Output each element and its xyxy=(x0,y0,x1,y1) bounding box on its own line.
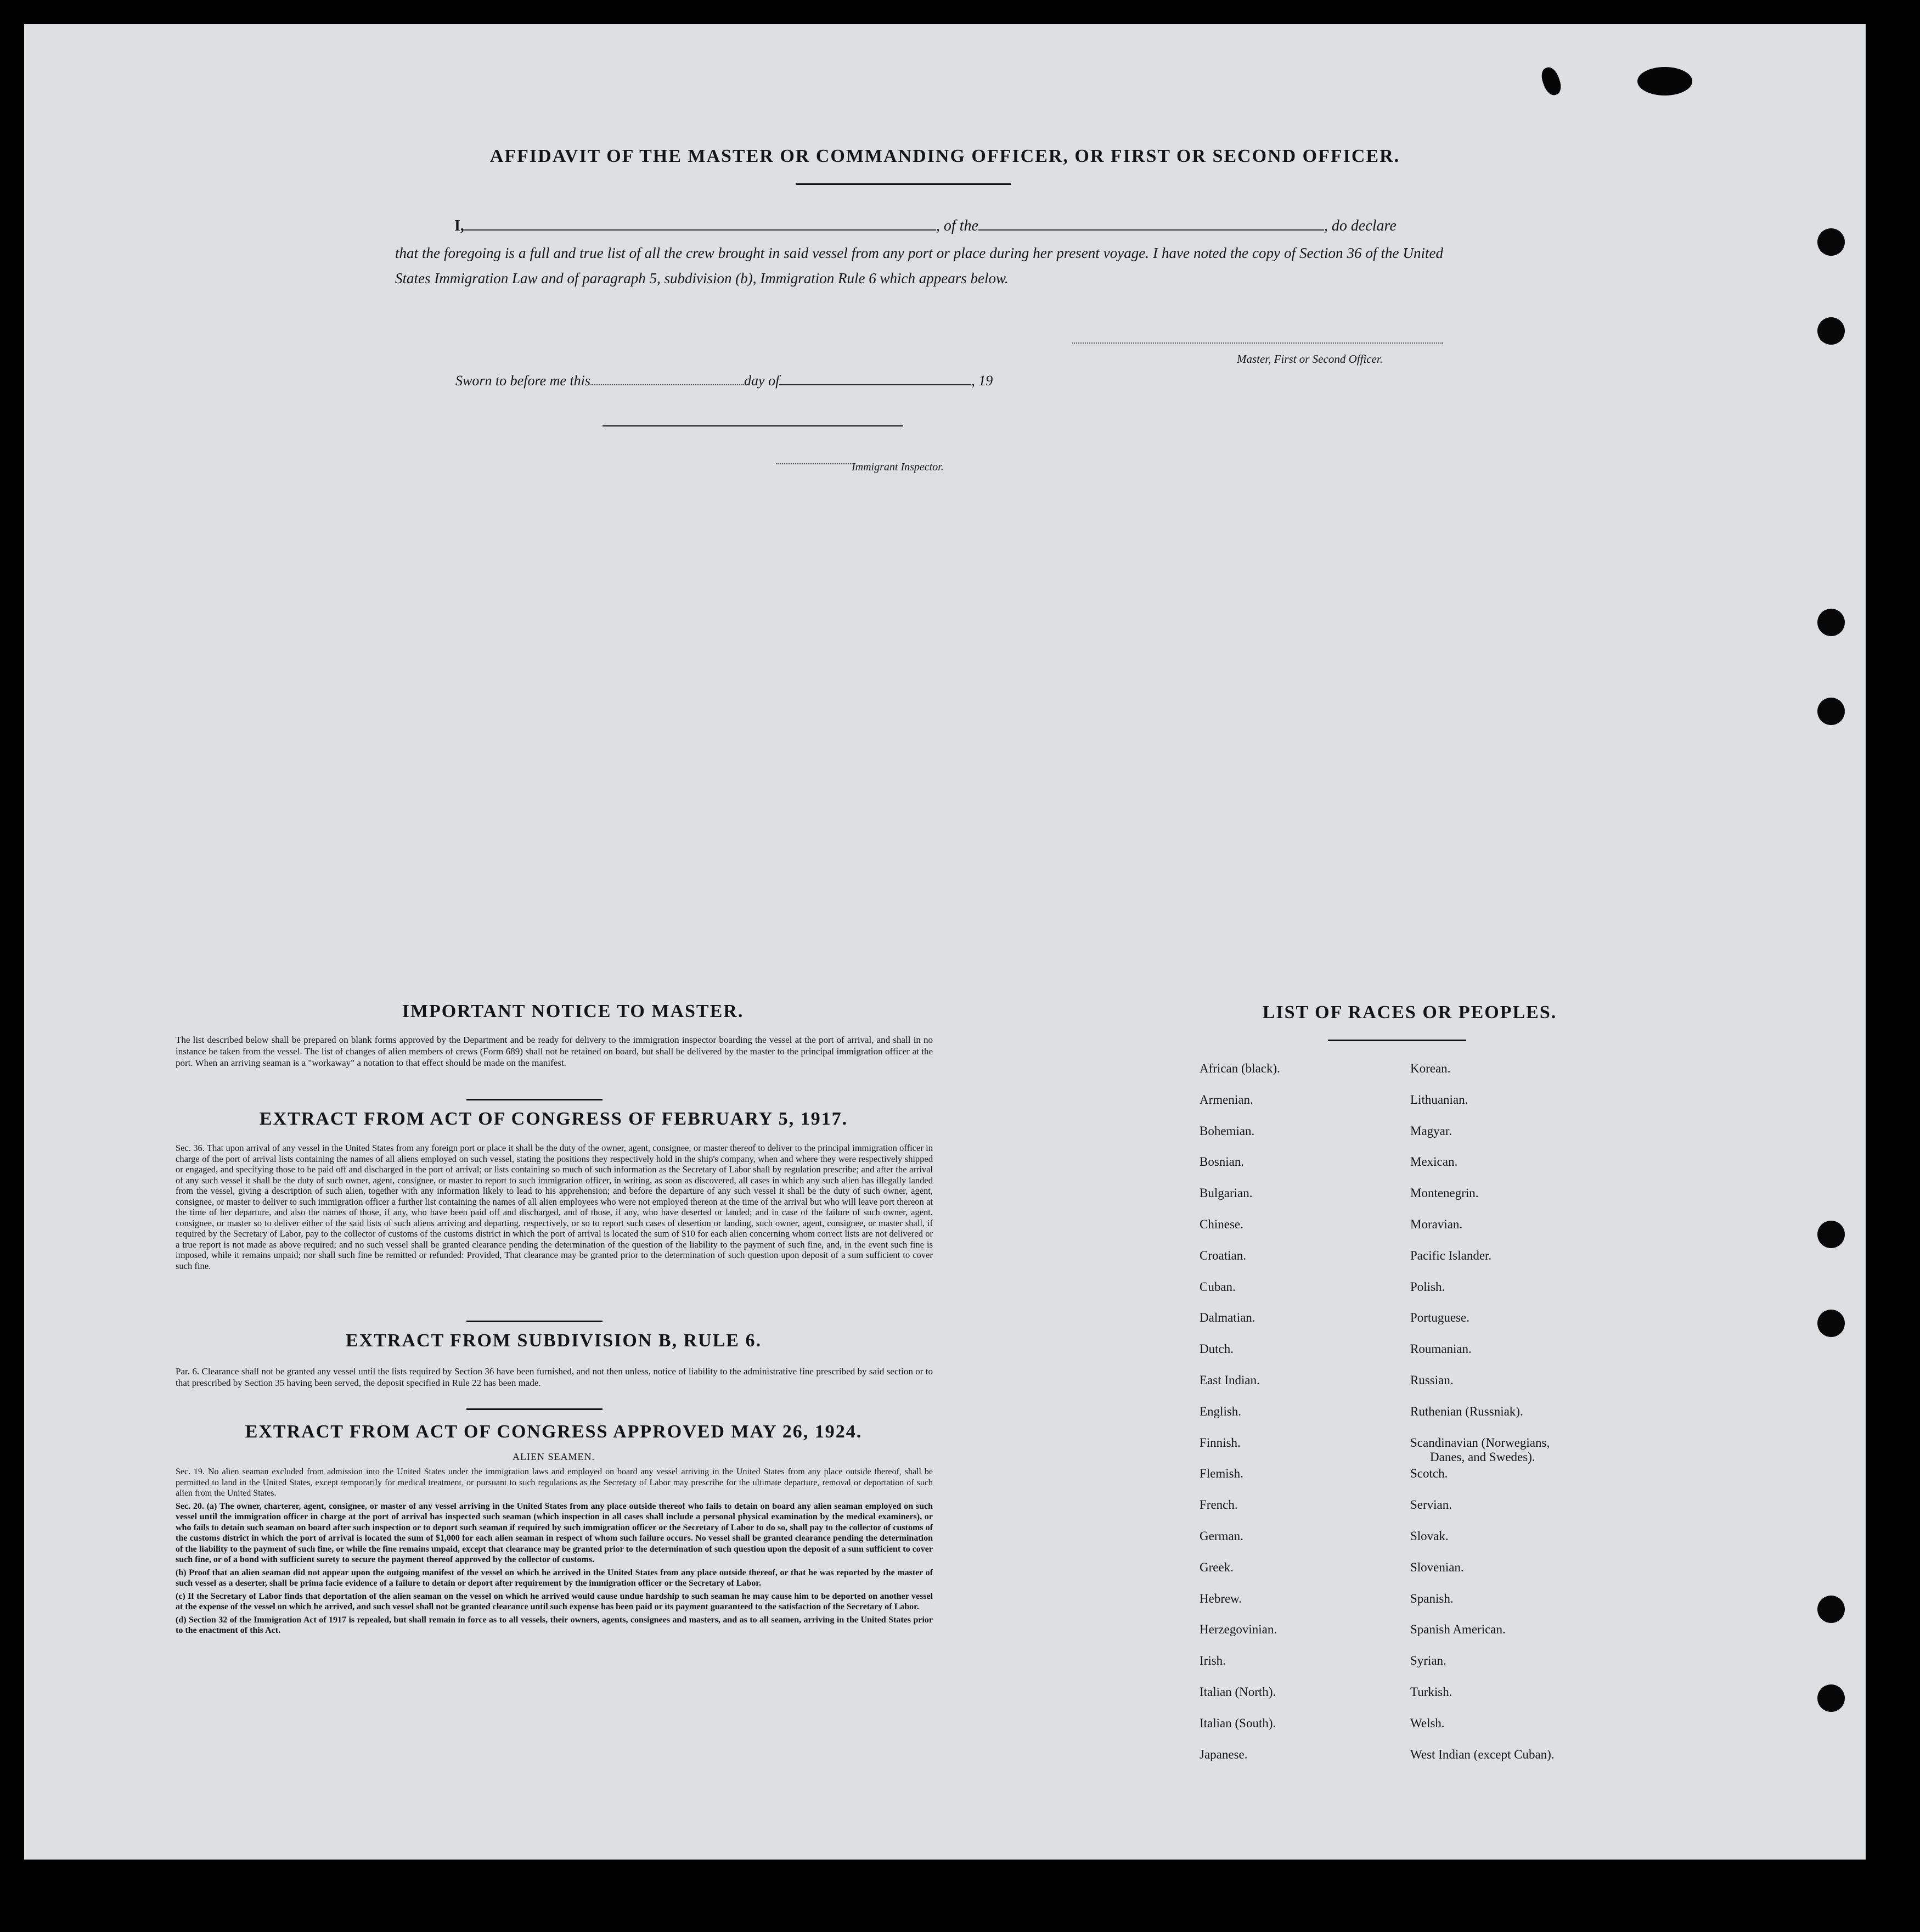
sec-20a-text: Sec. 20. (a) The owner, charterer, agent, consignee, or master of any vessel arriving in the United States from any place outside thereof who fails to detain on board any alien seaman employed on such vessel until the immigration officer in charge at the port of arrival has inspected such seaman (which inspection in all cases shall include a personal physical examination by the medical examiners), or who fails to detain such seaman on board after such inspection or to deport such seaman if required by such immigration officer or the Secretary of Labor to do so, shall pay to the collector of customs of the customs district in which the port of arrival is located the sum of $1,000 for each alien seaman in respect of whom such failure occurs. No vessel shall be granted clearance pending the determination of the liability to the payment of such fine, or while the fine remains unpaid, except that clearance may be granted prior to the determination of such question upon the deposit of a sum sufficient to cover such fine, or of a bond with sufficient surety to secure the payment thereof approved by the collector of customs. xyxy=(176,1501,933,1564)
race-item: Chinese. xyxy=(1200,1217,1243,1231)
notice-title: IMPORTANT NOTICE TO MASTER. xyxy=(402,1001,744,1021)
extract-1917-title: EXTRACT FROM ACT OF CONGRESS OF FEBRUARY 5, 1917. xyxy=(259,1109,848,1129)
race-item: Turkish. xyxy=(1410,1685,1452,1699)
race-item: Cuban. xyxy=(1200,1279,1236,1294)
sec-20d-text: (d) Section 32 of the Immigration Act of 1917 is repealed, but shall remain in force as to all vessels, their owners, agents, consignees and masters, and as to all seamen, arriving in the United States prior to the enactment of this Act. xyxy=(176,1615,933,1635)
sec-20c-text: (c) If the Secretary of Labor finds that deportation of the alien seaman on the vessel on which he arrived would cause undue hardship to such seaman he may cause him to be deported on another vessel at the expense of the vessel on which he arrived, and such vessel shall not be granted clearance until such expense has been paid or its payment guaranteed to the satisfaction of the Secretary of Labor. xyxy=(176,1591,933,1611)
race-item: Finnish. xyxy=(1200,1435,1241,1450)
race-item: Dalmatian. xyxy=(1200,1311,1255,1325)
races-list xyxy=(24,24,1866,1860)
race-item: Hebrew. xyxy=(1200,1591,1242,1605)
race-item: Scandinavian (Norwegians, xyxy=(1410,1435,1550,1450)
year-text: , 19 xyxy=(971,373,993,389)
extract-1924-title: EXTRACT FROM ACT OF CONGRESS APPROVED MAY 26, 1924. xyxy=(245,1422,863,1442)
notice-text: The list described below shall be prepared on blank forms approved by the Department and be ready for delivery to the immigration inspector boarding the vessel at the port of arrival, and shall in no instance be taken from the vessel. The list of changes of alien members of crews (Form 689) shall not be retained on board, but shall be delivered by the master to the principal immigration officer at the port. When an arriving seaman is a "workaway" a notation to that effect should be made on the manifest. xyxy=(176,1035,933,1068)
declaration-paragraph: that the foregoing is a full and true list of all the crew brought in said vessel from any port or place during her present voyage. I have noted the copy of Section 36 of the United States Immigration Law and of paragraph 5, subdivision (b), Immigration Rule 6 which appears below. xyxy=(395,245,1443,287)
sec-20b-text: (b) Proof that an alien seaman did not appear upon the outgoing manifest of the vessel on which he arrived in the United States from any place outside thereof, or that he was reported by the master of such vessel as a deserter, shall be prima facie evidence of a failure to detain or deport after requirement by the immigration officer or the Secretary of Labor. xyxy=(176,1568,933,1588)
race-item: Pacific Islander. xyxy=(1410,1248,1492,1262)
race-item: Armenian. xyxy=(1200,1092,1253,1107)
race-item: Ruthenian (Russniak). xyxy=(1410,1404,1523,1418)
races-title: LIST OF RACES OR PEOPLES. xyxy=(1262,1002,1557,1023)
affidavit-title: AFFIDAVIT OF THE MASTER OR COMMANDING OFFICER, OR FIRST OR SECOND OFFICER. xyxy=(489,146,1400,166)
sworn-text: Sworn to before me this xyxy=(455,373,591,389)
race-item: Korean. xyxy=(1410,1062,1451,1075)
race-item: Italian (South). xyxy=(1200,1716,1276,1730)
document-page xyxy=(24,24,1866,1860)
race-item: Croatian. xyxy=(1200,1248,1246,1262)
race-item: Russian. xyxy=(1410,1373,1454,1387)
race-item: Bulgarian. xyxy=(1200,1186,1253,1200)
race-item: East Indian. xyxy=(1200,1373,1260,1387)
declarant-label: I, xyxy=(454,217,464,234)
inspector-caption: Immigrant Inspector. xyxy=(852,461,944,473)
race-item: Slovak. xyxy=(1410,1529,1449,1543)
race-item: Spanish. xyxy=(1410,1591,1454,1605)
extract-1924-subtitle: ALIEN SEAMEN. xyxy=(513,1451,595,1462)
extract-rule6-title: EXTRACT FROM SUBDIVISION B, RULE 6. xyxy=(346,1330,762,1351)
race-item: Mexican. xyxy=(1410,1155,1458,1169)
race-item: Italian (North). xyxy=(1200,1685,1276,1699)
race-item: Irish. xyxy=(1200,1654,1226,1668)
race-item: Bohemian. xyxy=(1200,1124,1255,1138)
vessel-label: , of the xyxy=(936,217,978,234)
race-item: Moravian. xyxy=(1410,1217,1463,1231)
race-item: Servian. xyxy=(1410,1498,1452,1512)
race-item: French. xyxy=(1200,1498,1238,1512)
extract-rule6-text: Par. 6. Clearance shall not be granted any vessel until the lists required by Section 36 have been furnished, and not then unless, notice of liability to the administrative fine prescribed by said section or to that prescribed by Section 35 having been served, the deposit specified in Rule 22 has been made. xyxy=(176,1366,933,1388)
race-item: African (black). xyxy=(1200,1062,1280,1075)
race-item: Slovenian. xyxy=(1410,1560,1464,1574)
race-item: Welsh. xyxy=(1410,1716,1445,1730)
signature-caption: Master, First or Second Officer. xyxy=(1237,352,1383,366)
race-item: Herzegovinian. xyxy=(1200,1622,1277,1637)
race-item: West Indian (except Cuban). xyxy=(1410,1747,1555,1761)
race-item: Montenegrin. xyxy=(1410,1186,1479,1200)
race-item: Syrian. xyxy=(1410,1654,1446,1668)
race-item: Scotch. xyxy=(1410,1467,1448,1481)
race-item-continuation: Danes, and Swedes). xyxy=(1430,1450,1535,1464)
declare-text: , do declare xyxy=(1324,217,1397,234)
race-item: Polish. xyxy=(1410,1279,1445,1294)
day-of-text: day of xyxy=(744,373,780,389)
race-item: Roumanian. xyxy=(1410,1342,1472,1356)
extract-1917-text: Sec. 36. That upon arrival of any vessel in the United States from any foreign port or place it shall be the duty of the owner, agent, consignee, or master thereof to deliver to the principal immigration officer in charge of the port of arrival lists containing the names of all aliens employed on such vessel, stating the positions they respectively hold in the ship's company, when and where they were respectively shipped or engaged, and specifying those to be paid off and discharged in the port of arrival; or lists containing so much of such information as the Secretary of Labor shall by regulation prescribe; and after the arrival of any such vessel it shall be the duty of such owner, agent, consignee, or master to report to such immigration officer, in writing, as soon as discovered, all cases in which any such alien has illegally landed from the vessel, giving a description of such alien, together with any information likely to lead to his apprehension; and before the departure of any such vessel it shall be the duty of such owner, agent, consignee, or master to deliver to such immigration officer a further list containing the names of all alien employees who were not employed thereon at the time of the arrival but who will leave port thereon at the time of her departure, and also the names of those, if any, who have been paid off and discharged, and of those, if any, who have deserted or landed; and in case of the failure of such owner, agent, consignee, or master so to deliver either of the said lists of such aliens arriving and departing, respectively, or so to report such cases of desertion or landing, such owner, agent, consignee, or master shall, if required by the Secretary of Labor, pay to the collector of customs of the customs district in which the port of arrival is located the sum of $10 for each alien concerning whom correct lists are not delivered or a true report is not made as above required; and no such vessel shall be granted clearance pending the determination of the question of the liability to the payment of such fine, and, in the event such fine is imposed, while it remains unpaid; nor shall such fine be remitted or refunded: Provided, That clearance may be granted prior to the determination of such question upon deposit of a sum sufficient to cover such fine. xyxy=(176,1143,933,1271)
race-item: Dutch. xyxy=(1200,1342,1234,1356)
race-item: Bosnian. xyxy=(1200,1155,1245,1169)
race-item: English. xyxy=(1200,1404,1242,1418)
sec-19-text: Sec. 19. No alien seaman excluded from admission into the United States under the immigration laws and employed on board any vessel arriving in the United States from any place outside thereof, shall be permitted to land in the United States, except temporarily for medical treatment, or pursuant to such regulations as the Secretary of Labor may prescribe for the ultimate departure, removal or deportation of such alien from the United States. xyxy=(176,1467,933,1498)
race-item: Lithuanian. xyxy=(1410,1092,1468,1107)
race-item: Japanese. xyxy=(1200,1747,1248,1761)
race-item: Flemish. xyxy=(1200,1467,1243,1481)
race-item: Portuguese. xyxy=(1410,1311,1469,1325)
race-item: German. xyxy=(1200,1529,1243,1543)
race-item: Greek. xyxy=(1200,1560,1234,1574)
race-item: Magyar. xyxy=(1410,1124,1452,1138)
race-item: Spanish American. xyxy=(1410,1622,1506,1637)
